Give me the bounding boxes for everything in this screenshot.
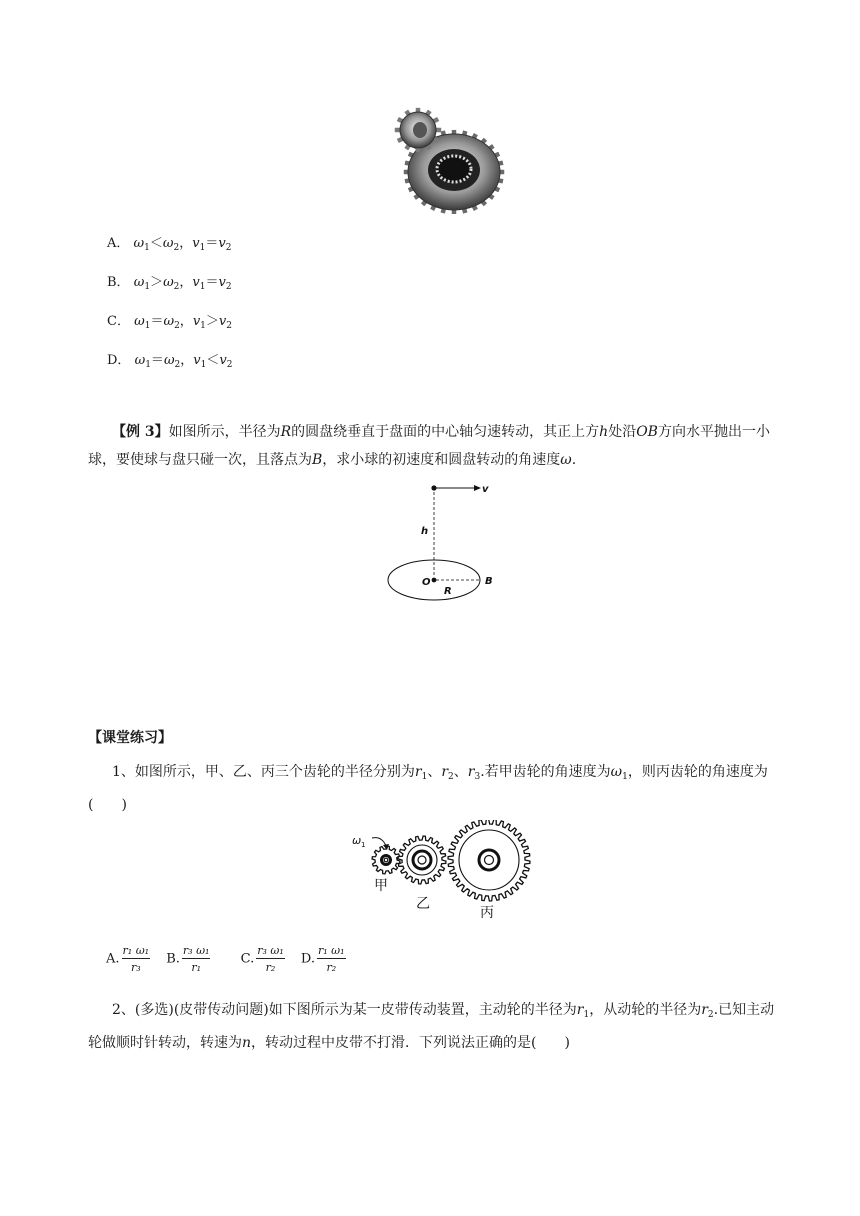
gear-bing [448,820,530,901]
center-dot [432,578,437,583]
gear-jia [372,846,400,874]
label-h: h [421,526,429,537]
option-c: C． $\omega_1=\omega_2$，$v_1>v_2$ [107,314,233,331]
label-jia: 甲 [374,878,388,894]
disk-projectile-figure [380,476,510,610]
ball-dot [431,485,436,490]
label-r: R [444,586,452,597]
label-yi: 乙 [416,896,430,912]
example-3-text: 【例 3】如图所示，半径为R的圆盘绕垂直于盘面的中心轴匀速转动，其正上方h处沿OB方向水平抛出一小球，要使球与盘只碰一次，且落点为B，求小球的初速度和圆盘转动的角速度ω. [88,424,770,468]
choice-d: D. $\frac{\text{r₁ ω₁}}{\text{r₂}}$ [300,944,345,974]
label-o: O [422,577,431,588]
practice-q2-text: 2、(多选)(皮带传动问题)如下图所示为某一皮带传动装置，主动轮的半径为$r_1$，从动轮的半径为$r_2$.已知主动轮做顺时针转动，转速为n，转动过程中皮带不打滑．下列说法正确的是( ) [88,1002,775,1051]
gear-yi [398,836,446,884]
label-b: B [485,576,493,587]
rotation-arrow [372,838,386,846]
gear-train-figure [350,820,536,922]
svg-text:1: 1 [361,841,366,849]
option-b: B． $\omega_1>\omega_2$，$v_1=v_2$ [107,275,232,292]
practice-q1-choices [106,944,358,974]
practice-q1-text: 1、如图所示，甲、乙、丙三个齿轮的半径分别为$r_1$、$r_2$、$r_3$.若甲齿轮的角速度为$\omega_1$，则丙齿轮的角速度为( ) [88,764,768,813]
option-a: A． $\omega_1<\omega_2$，$v_1=v_2$ [107,236,232,253]
bevel-gear-image [386,102,510,214]
practice-heading: 【课堂练习】 [88,730,172,746]
choice-a: A. $\frac{\text{r₁ ω₁}}{\text{r₃}}$ [106,944,150,974]
label-bing: 丙 [480,905,494,921]
omega-label: ω [352,834,362,847]
choice-c: C. $\frac{\text{r₃ ω₁}}{\text{r₂}}$ [240,944,284,974]
option-d: D． $\omega_1=\omega_2$，$v_1<v_2$ [107,353,233,370]
choice-b: B. $\frac{\text{r₃ ω₁}}{\text{r₁}}$ [166,944,210,974]
label-v: v [482,484,489,495]
